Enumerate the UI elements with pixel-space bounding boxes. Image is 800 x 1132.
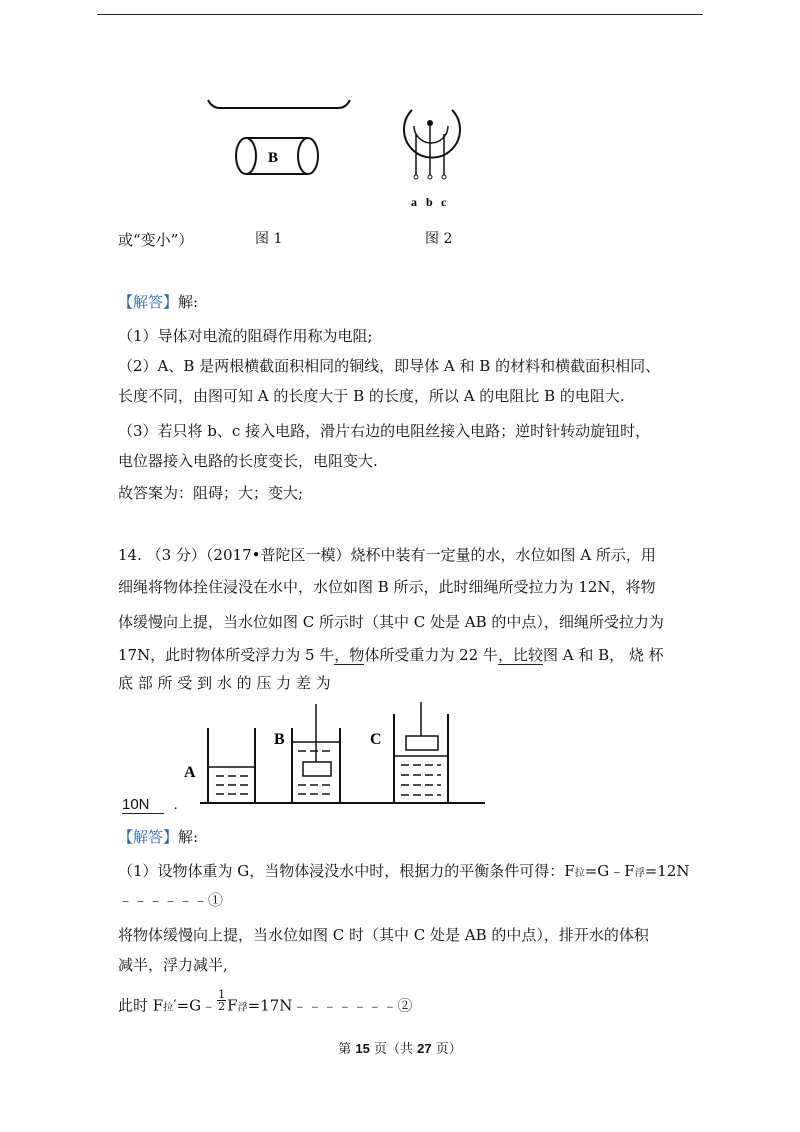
previous-answer-tail: 或“变小”）: [118, 231, 194, 249]
header-rule: [97, 14, 703, 15]
q14-answer-line: [122, 795, 178, 815]
q14-line-4: [118, 645, 664, 665]
answer-tag-after: 解:: [178, 828, 199, 846]
text: 页（共: [369, 1042, 418, 1057]
answer-tag: 【解答】: [118, 293, 179, 311]
text: =12N: [644, 862, 690, 880]
answer13-line: 故答案为：阻碍；大；变大;: [118, 484, 304, 502]
q14-line: 底 部 所 受 到 水 的 压 力 差 为: [118, 674, 331, 692]
answer-tag-after: 解:: [178, 293, 199, 311]
answer-blank: 10N: [122, 796, 164, 814]
figure-1-caption: 图 1: [255, 231, 283, 247]
answer14-line-3: 将物体缓慢向上提，当水位如图 C 时（其中 C 处是 AB 的中点），排开水的体积: [118, 926, 649, 944]
fraction-denominator: 2: [218, 1000, 226, 1013]
subscript: 浮: [237, 1002, 248, 1014]
terminal-c-label: c: [441, 195, 447, 209]
q14-line: 细绳将物体拴住浸没在水中，水位如图 B 所示，此时细绳所受拉力为 12N，将物: [118, 578, 656, 596]
cylinder-label: B: [268, 150, 279, 166]
answer14-heading: [118, 827, 198, 847]
answer13-line: 长度不同，由图可知 A 的长度大于 B 的长度，所以 A 的电阻比 B 的电阻大.: [118, 387, 625, 405]
answer-period: .: [173, 796, 178, 813]
text: 第: [338, 1042, 356, 1057]
beaker-b: [292, 704, 340, 803]
q14-line: 体缓慢向上提，当水位如图 C 所示时（其中 C 处是 AB 的中点），细绳所受拉力为: [118, 613, 664, 631]
answer14-line-5: [118, 988, 413, 1019]
answer13-line: （2）A、B 是两根横截面积相同的铜线，即导体 A 和 B 的材料和横截面积相同、: [118, 357, 661, 375]
underlined-comma: ，物: [334, 646, 365, 664]
text: 页）: [431, 1042, 462, 1057]
answer13-heading: [118, 292, 198, 312]
text: =G﹣F: [584, 862, 635, 880]
potentiometer: [404, 110, 460, 179]
beakers-figure: [180, 700, 490, 810]
subscript: 拉: [163, 1002, 174, 1014]
text: 此时 F: [118, 996, 164, 1015]
underlined-comma: ，比较: [497, 646, 543, 664]
wire-a-shape: [208, 100, 350, 108]
beaker-b-label: B: [274, 731, 285, 748]
compare-text: 图 A 和 B， 烧 杯: [542, 646, 664, 664]
q14-line: 14. （3 分）（2017•普陀区一模）烧杯中装有一定量的水，水位如图 A 所示，用: [118, 546, 656, 564]
beaker-a: [208, 728, 255, 803]
beaker-a-label: A: [184, 764, 196, 781]
subscript: 拉: [574, 868, 585, 879]
text: （1）设物体重为 G，当物体浸没水中时，根据力的平衡条件可得：F: [118, 862, 575, 880]
answer-floating: 17N，此时物体所受浮力为 5 牛: [118, 646, 335, 664]
text: ′=G﹣: [173, 996, 217, 1015]
answer-tag: 【解答】: [118, 828, 179, 846]
beaker-c: [394, 702, 448, 803]
page-footer: [0, 1038, 800, 1057]
figure-1-and-2: [190, 90, 490, 250]
total-pages: 27: [417, 1041, 432, 1056]
answer13-line: 电位器接入电路的长度变长，电阻变大.: [118, 452, 378, 470]
answer14-line-1: [118, 861, 689, 884]
page-number: 15: [355, 1041, 370, 1056]
answer14-line-2: ﹣﹣﹣﹣﹣﹣①: [118, 891, 224, 909]
text: =17N﹣﹣﹣﹣﹣﹣﹣②: [247, 996, 413, 1015]
text: F: [227, 996, 238, 1015]
terminal-b-label: b: [426, 195, 433, 209]
answer14-line-4: 减半，浮力减半,: [118, 956, 228, 974]
fraction-numerator: 1: [218, 988, 226, 1001]
beaker-c-label: C: [370, 731, 382, 748]
answer13-line: （3）若只将 b、c 接入电路，滑片右边的电阻丝接入电路；逆时针转动旋钮时，: [118, 422, 651, 440]
figure-2-caption: 图 2: [425, 231, 453, 247]
answer13-line: （1）导体对电流的阻碍作用称为电阻;: [118, 327, 373, 345]
subscript: 浮: [634, 868, 645, 879]
fraction: [217, 989, 226, 1012]
answer-gravity: 体所受重力为 22 牛: [364, 646, 498, 664]
terminal-a-label: a: [411, 195, 417, 209]
